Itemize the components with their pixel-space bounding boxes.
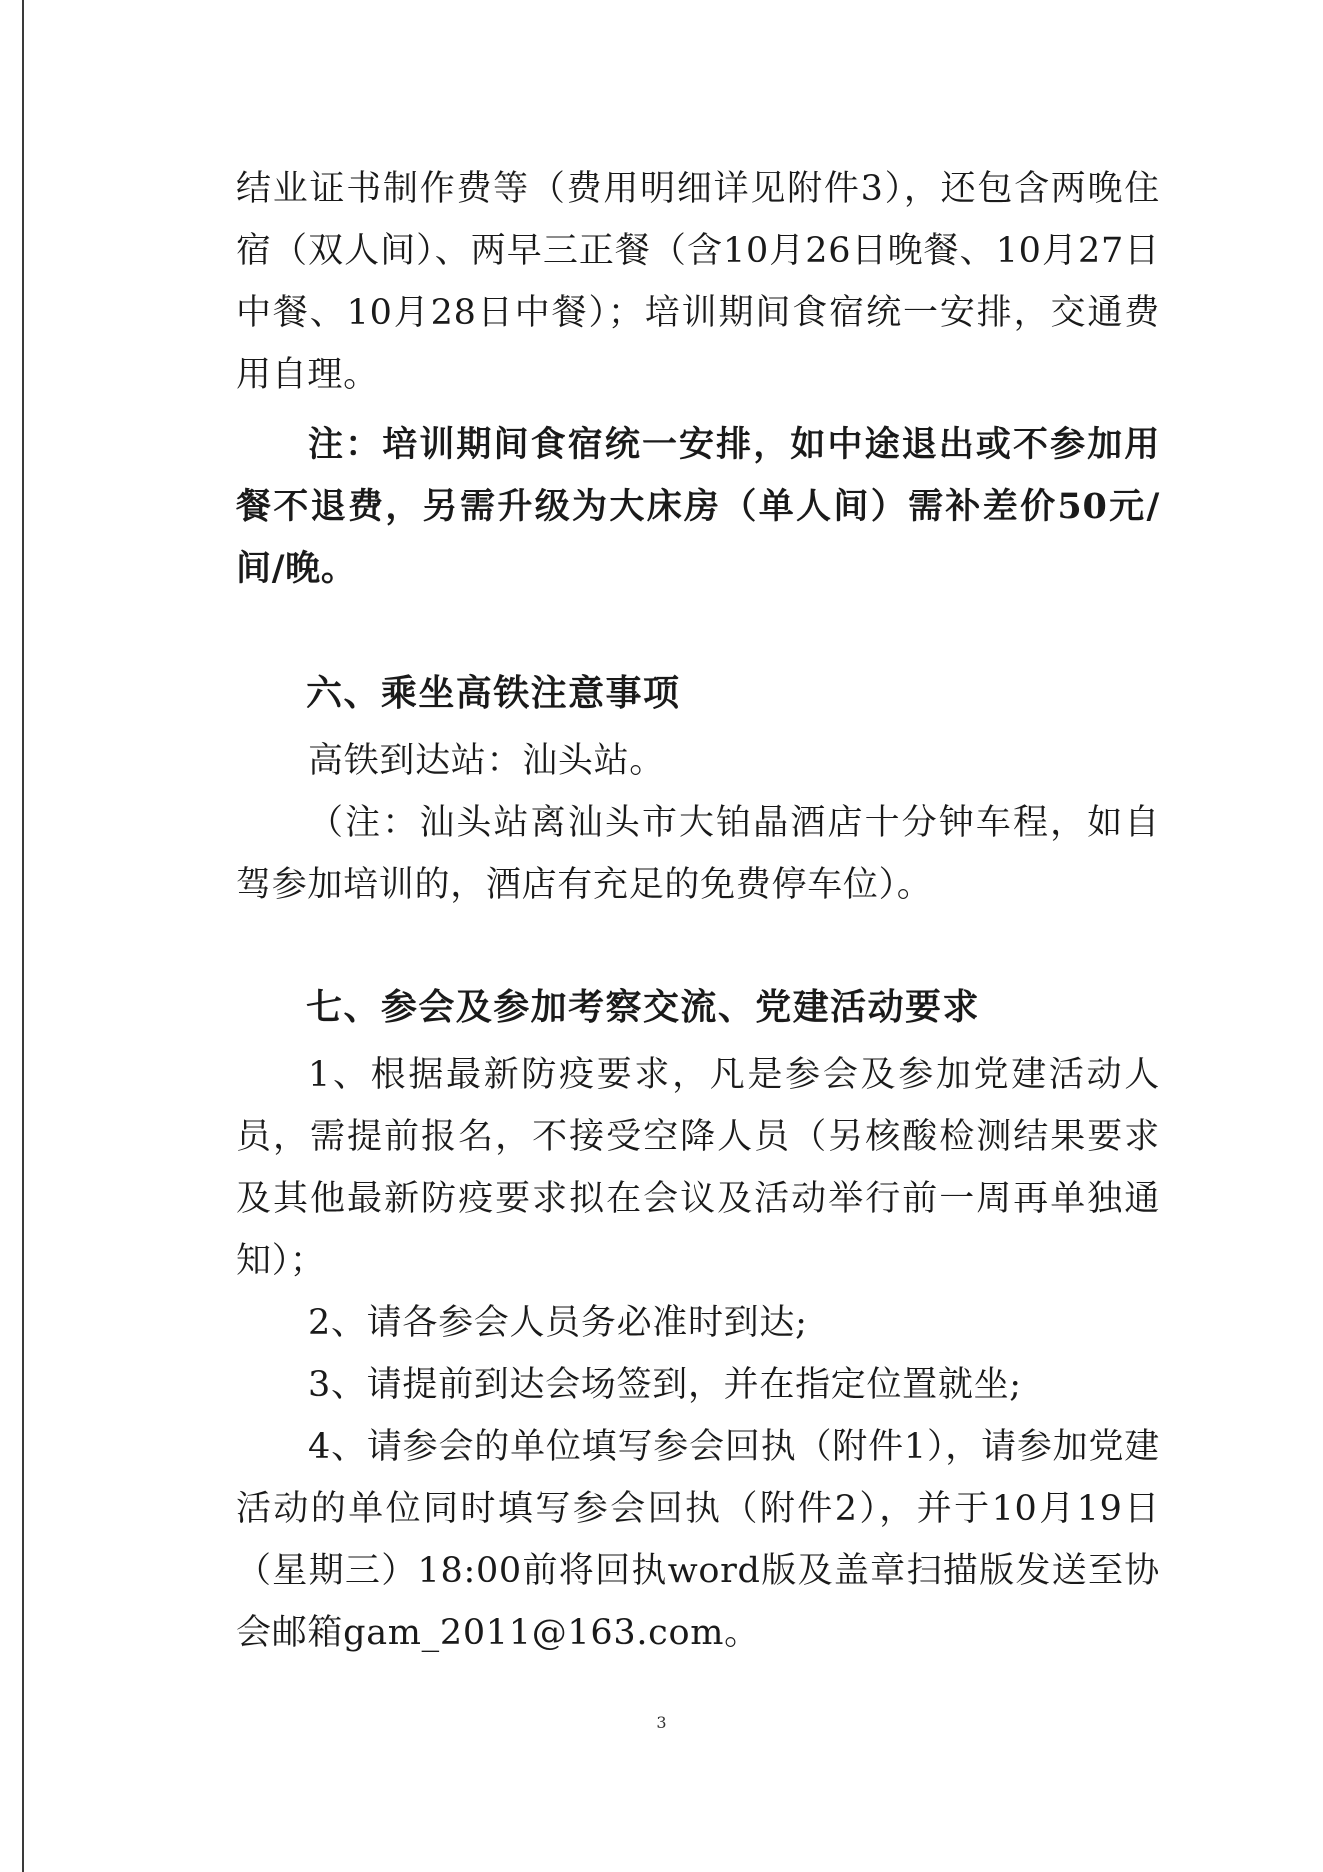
- section-7-heading: 七、参会及参加考察交流、党建活动要求: [306, 986, 980, 1028]
- requirement-item-1: 1、根据最新防疫要求，凡是参会及参加党建活动人员，需提前报名，不接受空降人员（另核酸检测结果要求及其他最新防疫要求拟在会议及活动举行前一周再单独通知）；: [236, 1055, 1160, 1281]
- scan-edge-line: [22, 0, 24, 1872]
- note-block: [236, 414, 1160, 600]
- section-7-body: [236, 1044, 1160, 1664]
- fee-paragraph-block: [236, 158, 1160, 406]
- requirement-item-2: 2、请各参会人员务必准时到达;: [308, 1303, 808, 1343]
- fee-paragraph: 结业证书制作费等（费用明细详见附件3），还包含两晚住宿（双人间）、两早三正餐（含10月26日晚餐、10月27日中餐、10月28日中餐）；培训期间食宿统一安排，交通费用自理。: [236, 169, 1160, 395]
- section-6-body: [236, 730, 1160, 916]
- requirement-item-4: 4、请参会的单位填写参会回执（附件1），请参加党建活动的单位同时填写参会回执（附件2），并于10月19日（星期三）18:00前将回执word版及盖章扫描版发送至协会邮箱gam_2011@163.com。: [236, 1427, 1160, 1653]
- requirement-item-3: 3、请提前到达会场签到，并在指定位置就坐;: [308, 1365, 1022, 1405]
- section-6-heading: 六、乘坐高铁注意事项: [306, 672, 681, 714]
- page-number: 3: [656, 1713, 667, 1732]
- meal-note: 注：培训期间食宿统一安排，如中途退出或不参加用餐不退费，另需升级为大床房（单人间）需补差价50元/间/晚。: [236, 424, 1160, 589]
- station-note: （注：汕头站离汕头市大铂晶酒店十分钟车程，如自驾参加培训的，酒店有充足的免费停车位）。: [236, 803, 1160, 905]
- arrival-station: 高铁到达站：汕头站。: [308, 741, 666, 781]
